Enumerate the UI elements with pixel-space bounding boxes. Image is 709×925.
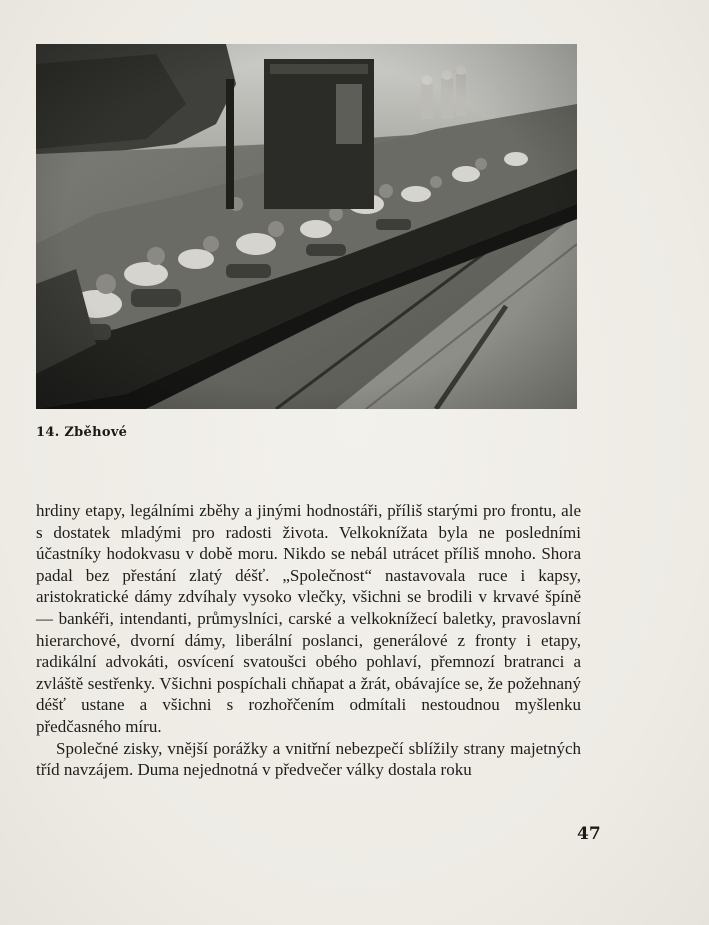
paragraph: Společné zisky, vnější porážky a vnitřní nebezpečí sblížily strany majetných tříd navzájem. Duma nejednotná v předvečer války dostala roku (36, 738, 581, 780)
figure-caption: 14. Zběhové (36, 425, 128, 440)
paragraph: hrdiny etapy, legálními zběhy a jinými hodnostáři, příliš starými pro frontu, ale s dostatek mladými pro radosti života. Velkoknížata byla ne posledními účastníky hodokvasu v době moru. Nikdo se nebál utrácet příliš mnoho. Shora padal bez přestání zlatý déšť. „Společnost“ nastavovala ruce i kapsy, aristokratické dámy zdvíhaly vysoko vlečky, všichni se brodili v krvavé špíně — bankéři, intendanti, průmyslníci, carské a velkoknížecí baletky, pravoslavní hierarchové, dvorní dámy, liberální poslanci, generálové z fronty i etapy, radikální advokáti, osvícení svatoušci obého pohlaví, přemnozí bratranci a zvláště sestřenky. Všichni pospíchali chňapat a žrát, obávajíce se, že požehnaný déšť ustane a všichni s rozhořčením odmítali nestoudnou myšlenku předčasného míru. (36, 501, 581, 736)
page-number: 47 (577, 824, 601, 844)
photo-deserters-on-train (36, 44, 577, 409)
body-text (36, 500, 581, 781)
